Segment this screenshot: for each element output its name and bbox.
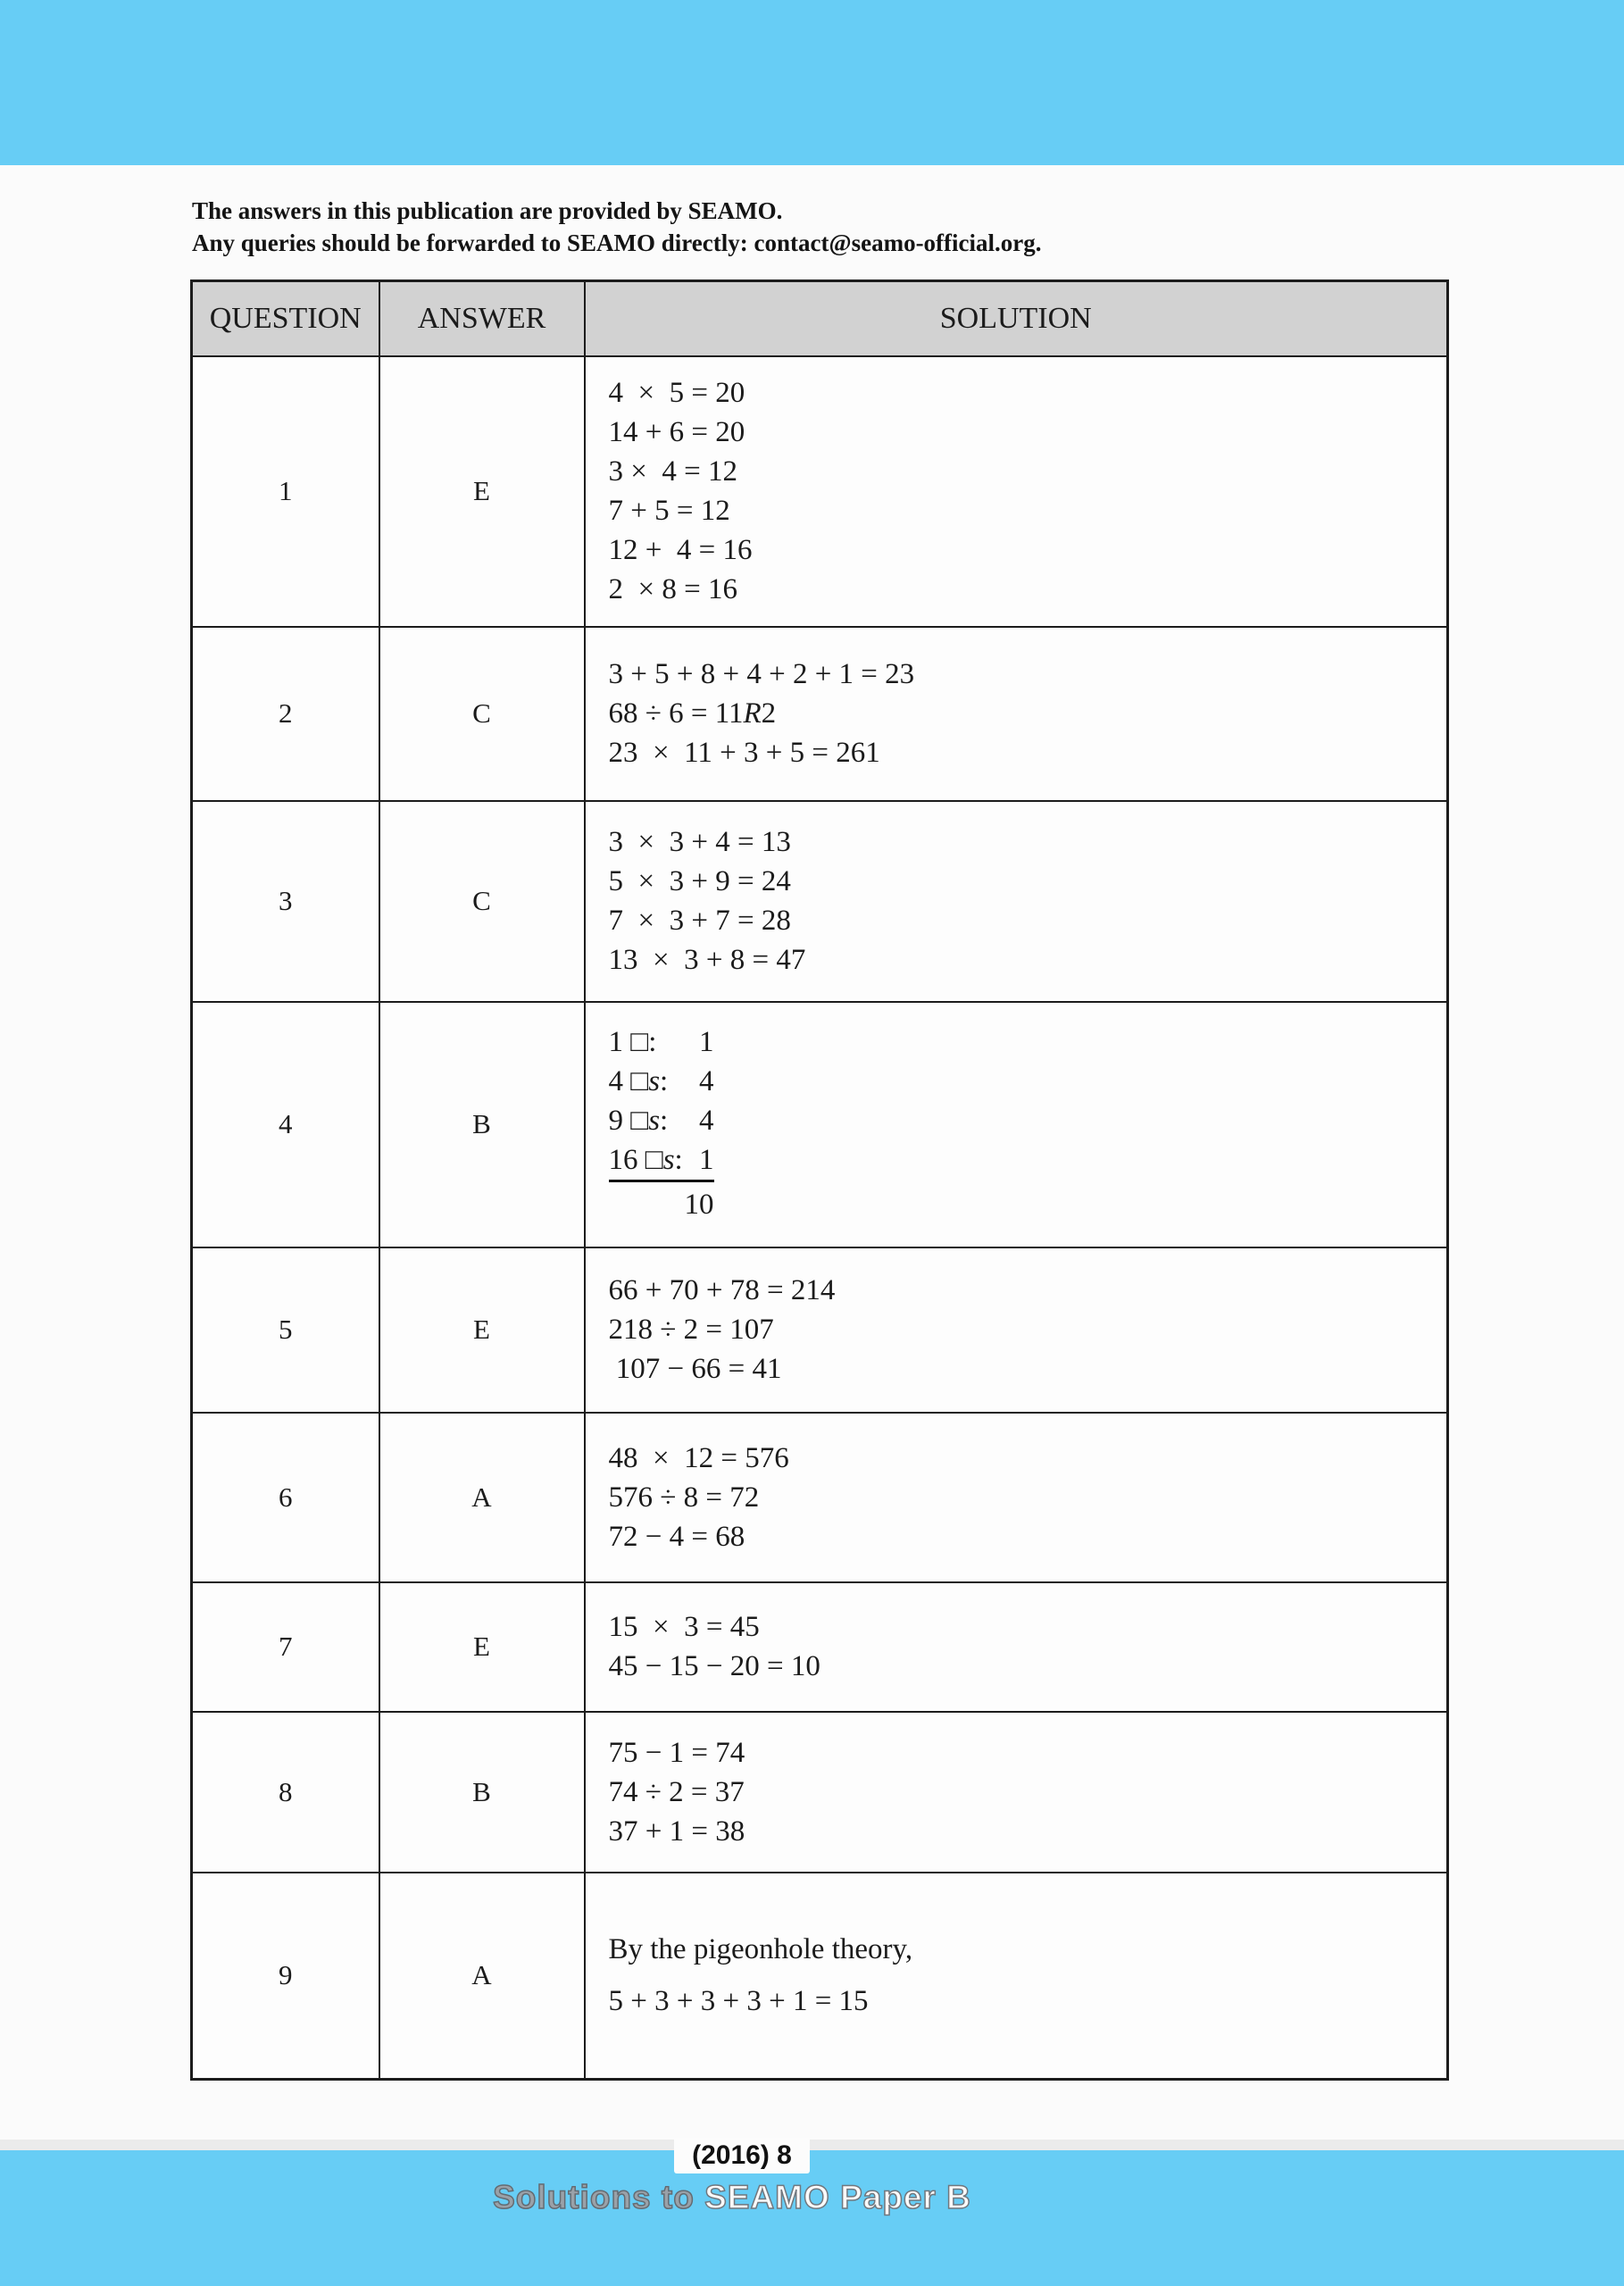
table-row	[192, 1002, 1448, 1247]
tally-line	[609, 1022, 714, 1062]
equation-text: 2	[761, 697, 777, 730]
tally-label-suffix: s	[648, 1104, 661, 1137]
question-number: 1	[192, 356, 379, 627]
solution-line: 75 − 1 = 74	[608, 1736, 745, 1769]
tally-label-suffix: s	[648, 1064, 661, 1097]
equation-text: 68 ÷ 6 = 11	[608, 697, 744, 730]
answer-letter: E	[379, 356, 585, 627]
answer-letter: E	[379, 1247, 585, 1413]
answer-letter: E	[379, 1582, 585, 1712]
solution-line: By the pigeonhole theory,	[608, 1933, 913, 1966]
solution-cell	[585, 1582, 1448, 1712]
solution-cell	[585, 1873, 1448, 2080]
solution-line: 218 ÷ 2 = 107	[608, 1314, 774, 1346]
answer-letter: A	[379, 1413, 585, 1582]
tally-label-colon: :	[660, 1064, 669, 1097]
solution-line: 7 × 3 + 7 = 28	[608, 905, 791, 937]
table-row	[192, 1413, 1448, 1582]
page-number-label: (2016) 8	[692, 2140, 792, 2170]
column-header-solution: SOLUTION	[585, 281, 1448, 356]
tally-label	[609, 1062, 669, 1101]
disclaimer-line-2: Any queries should be forwarded to SEAMO directly: contact@seamo-official.org.	[192, 229, 1042, 256]
solution-line: 7 + 5 = 12	[608, 495, 730, 527]
answer-letter: C	[379, 801, 585, 1002]
tally-total: 10	[684, 1188, 714, 1221]
tally-count: 4	[699, 1064, 714, 1097]
question-number: 9	[192, 1873, 379, 2080]
solution-line: 3 × 3 + 4 = 13	[608, 826, 791, 858]
remainder-variable: R	[743, 697, 762, 730]
column-header-question: QUESTION	[192, 281, 379, 356]
tally-label-text: 4 □	[608, 1064, 649, 1097]
solution-line: 45 − 15 − 20 = 10	[608, 1650, 820, 1682]
solution-line: 48 × 12 = 576	[608, 1441, 789, 1474]
table-row	[192, 627, 1448, 801]
disclaimer-line-1: The answers in this publication are provided by SEAMO.	[192, 197, 783, 224]
tally-label-colon: :	[674, 1143, 683, 1176]
solution-line: 5 + 3 + 3 + 3 + 1 = 15	[608, 1985, 869, 2018]
page-edge-strip	[0, 2140, 1624, 2150]
solution-line: 72 − 4 = 68	[608, 1520, 745, 1553]
tally-label	[609, 1140, 683, 1180]
question-number: 3	[192, 801, 379, 1002]
table-row	[192, 356, 1448, 627]
question-number: 6	[192, 1413, 379, 1582]
question-number: 2	[192, 627, 379, 801]
column-header-answer: ANSWER	[379, 281, 585, 356]
solution-cell	[585, 1002, 1448, 1247]
solution-cell	[585, 627, 1448, 801]
solution-line: 3 × 4 = 12	[608, 455, 737, 488]
solution-line: 23 × 11 + 3 + 5 = 261	[608, 737, 880, 769]
disclaimer	[192, 195, 1042, 259]
solution-line	[609, 694, 1447, 733]
solution-cell	[585, 801, 1448, 1002]
question-number: 7	[192, 1582, 379, 1712]
solution-line: 107 − 66 = 41	[608, 1353, 782, 1385]
top-blue-band	[0, 0, 1624, 165]
table-row	[192, 1873, 1448, 2080]
footer-title-prefix: Solutions to	[493, 2179, 705, 2215]
tally-label-text: 1 □	[608, 1025, 649, 1058]
solution-line: 2 × 8 = 16	[608, 573, 737, 605]
solution-line: 12 + 4 = 16	[608, 534, 753, 566]
tally-label	[609, 1022, 657, 1062]
tally-label-suffix: s	[662, 1143, 675, 1176]
question-number: 4	[192, 1002, 379, 1247]
solution-line: 4 × 5 = 20	[608, 377, 745, 409]
solution-line: 576 ÷ 8 = 72	[608, 1481, 760, 1514]
solutions-table	[190, 279, 1449, 2081]
answer-letter: B	[379, 1712, 585, 1873]
solution-line: 3 + 5 + 8 + 4 + 2 + 1 = 23	[608, 658, 915, 690]
tally-label-text: 16 □	[608, 1143, 663, 1176]
footer-title-main: SEAMO Paper B	[704, 2179, 971, 2215]
solution-cell	[585, 1413, 1448, 1582]
table-row	[192, 1712, 1448, 1873]
solution-line: 66 + 70 + 78 = 214	[608, 1274, 836, 1306]
tally-count: 1	[699, 1143, 714, 1176]
tally-line	[609, 1062, 714, 1101]
answer-letter: C	[379, 627, 585, 801]
table-row	[192, 1582, 1448, 1712]
answer-letter: A	[379, 1873, 585, 2080]
question-number: 5	[192, 1247, 379, 1413]
solution-cell	[585, 1712, 1448, 1873]
solution-line: 14 + 6 = 20	[608, 416, 745, 448]
tally-label	[609, 1101, 669, 1140]
solution-cell	[585, 356, 1448, 627]
table-row	[192, 801, 1448, 1002]
solution-line: 74 ÷ 2 = 37	[608, 1775, 745, 1808]
tally-label-colon: :	[660, 1104, 669, 1137]
tally-count: 4	[699, 1104, 714, 1137]
tally-line	[609, 1101, 714, 1140]
tally-label-colon: :	[648, 1025, 657, 1058]
footer-title	[0, 2179, 1464, 2216]
answer-letter: B	[379, 1002, 585, 1247]
page-number-tab	[674, 2138, 810, 2173]
tally-line-underlined	[609, 1140, 714, 1182]
question-number: 8	[192, 1712, 379, 1873]
solution-cell	[585, 1247, 1448, 1413]
solution-line: 5 × 3 + 9 = 24	[608, 865, 791, 897]
table-header-row	[192, 281, 1448, 356]
tally-count: 1	[699, 1025, 714, 1058]
solution-line: 13 × 3 + 8 = 47	[608, 944, 806, 976]
tally-label-text: 9 □	[608, 1104, 649, 1137]
solution-line: 15 × 3 = 45	[608, 1611, 760, 1643]
table-row	[192, 1247, 1448, 1413]
solution-line: 37 + 1 = 38	[608, 1815, 745, 1848]
bottom-blue-band	[0, 2150, 1624, 2286]
